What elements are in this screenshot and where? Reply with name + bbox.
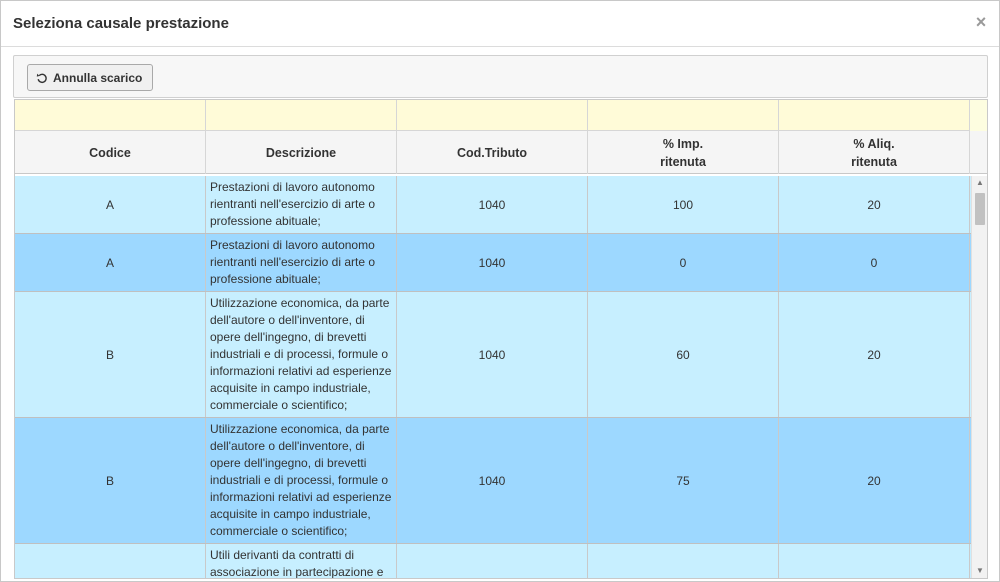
toolbar bbox=[13, 55, 988, 98]
column-header-cod-tributo[interactable]: Cod.Tributo bbox=[397, 131, 588, 174]
column-header-descrizione[interactable]: Descrizione bbox=[206, 131, 397, 174]
filter-descrizione[interactable] bbox=[206, 100, 397, 131]
cell-descrizione bbox=[206, 544, 397, 578]
column-header-aliq-ritenuta[interactable]: % Aliq. ritenuta bbox=[779, 131, 970, 174]
column-header-imp-ritenuta[interactable]: % Imp. ritenuta bbox=[588, 131, 779, 174]
cell-descrizione-text: Prestazioni di lavoro autonomo rientranti nell'esercizio di arte o professione abituale; bbox=[210, 238, 376, 286]
table-row[interactable] bbox=[15, 176, 971, 234]
cell-codice: A bbox=[15, 176, 206, 233]
table-row[interactable] bbox=[15, 292, 971, 418]
filter-imp-ritenuta[interactable] bbox=[588, 100, 779, 131]
vertical-scrollbar[interactable] bbox=[971, 176, 987, 578]
table-row[interactable] bbox=[15, 234, 971, 292]
table-row[interactable] bbox=[15, 544, 971, 578]
cell-codice: B bbox=[15, 418, 206, 543]
filter-cod-tributo[interactable] bbox=[397, 100, 588, 131]
cell-aliq-ritenuta: 20 bbox=[779, 292, 970, 417]
table-body bbox=[15, 176, 987, 578]
cell-aliq-ritenuta: 20 bbox=[779, 418, 970, 543]
column-header-codice[interactable]: Codice bbox=[15, 131, 206, 174]
cell-cod-tributo bbox=[397, 544, 588, 578]
undo-icon bbox=[36, 72, 48, 84]
dialog-header bbox=[1, 1, 999, 47]
cell-descrizione-text: Prestazioni di lavoro autonomo rientranti nell'esercizio di arte o professione abituale; bbox=[210, 180, 376, 228]
cell-cod-tributo: 1040 bbox=[397, 418, 588, 543]
cell-descrizione bbox=[206, 176, 397, 233]
cell-descrizione bbox=[206, 292, 397, 417]
cell-imp-ritenuta: 100 bbox=[588, 176, 779, 233]
cell-cod-tributo: 1040 bbox=[397, 176, 588, 233]
cell-imp-ritenuta: 75 bbox=[588, 418, 779, 543]
filter-codice[interactable] bbox=[15, 100, 206, 131]
cell-aliq-ritenuta: 20 bbox=[779, 176, 970, 233]
cell-codice bbox=[15, 544, 206, 578]
filter-row bbox=[15, 100, 987, 131]
causal-table bbox=[14, 99, 988, 579]
cell-imp-ritenuta: 60 bbox=[588, 292, 779, 417]
header-row bbox=[15, 131, 987, 174]
cancel-unload-button[interactable] bbox=[27, 64, 153, 91]
cell-descrizione bbox=[206, 418, 397, 543]
cell-codice: A bbox=[15, 234, 206, 291]
cell-aliq-ritenuta: 0 bbox=[779, 234, 970, 291]
cell-cod-tributo: 1040 bbox=[397, 292, 588, 417]
filter-aliq-ritenuta[interactable] bbox=[779, 100, 970, 131]
close-icon[interactable]: × bbox=[975, 12, 987, 32]
scroll-up-icon[interactable]: ▲ bbox=[976, 178, 984, 187]
cell-imp-ritenuta: 0 bbox=[588, 234, 779, 291]
cell-descrizione bbox=[206, 234, 397, 291]
scroll-down-icon[interactable]: ▼ bbox=[976, 566, 984, 575]
cell-aliq-ritenuta bbox=[779, 544, 970, 578]
scroll-thumb[interactable] bbox=[975, 193, 985, 225]
dialog-title: Seleziona causale prestazione bbox=[13, 15, 229, 32]
cell-descrizione-text: Utilizzazione economica, da parte dell'autore o dell'inventore, di opere dell'ingegno, di brevetti industriali e di processi, formule o informazioni relativi ad esperienze acquisite in campo industriale, commerciale o scientifico; bbox=[210, 422, 392, 538]
table-row[interactable] bbox=[15, 418, 971, 544]
cell-descrizione-text: Utilizzazione economica, da parte dell'autore o dell'inventore, di opere dell'ingegno, di brevetti industriali e di processi, formule o informazioni relativi ad esperienze acquisite in campo industriale, commerciale o scientifico; bbox=[210, 296, 392, 412]
cancel-unload-label: Annulla scarico bbox=[53, 70, 143, 85]
cell-codice: B bbox=[15, 292, 206, 417]
cell-imp-ritenuta bbox=[588, 544, 779, 578]
cell-descrizione-text: Utili derivanti da contratti di associazione in partecipazione e bbox=[210, 548, 384, 578]
cell-cod-tributo: 1040 bbox=[397, 234, 588, 291]
